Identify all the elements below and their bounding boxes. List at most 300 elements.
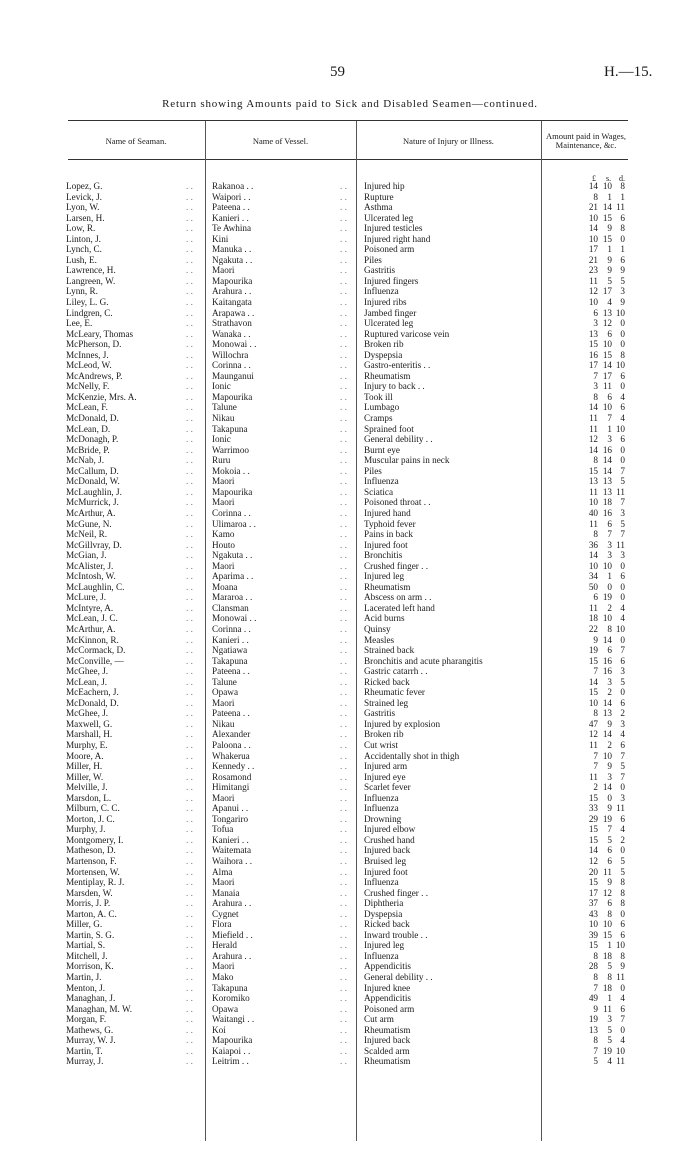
amount-pence: 4: [620, 613, 625, 624]
amount-pence: 0: [620, 233, 625, 244]
table-row: [0, 993, 700, 1004]
amount-pence: 11: [616, 1056, 625, 1067]
table-row: [0, 803, 700, 814]
seaman-name: Liley, L. G.: [66, 297, 170, 308]
table-row: [0, 318, 700, 329]
injury-description: Muscular pains in neck: [364, 455, 532, 466]
amount-pence: 0: [620, 318, 625, 329]
table-row: [0, 466, 700, 477]
injury-description: Ricked back: [364, 919, 532, 930]
amount-shillings: 3: [607, 434, 612, 445]
table-row: [0, 519, 700, 530]
seaman-name: McNeil, R.: [66, 529, 170, 540]
dot-leader: . .: [340, 275, 347, 286]
amount-pounds: 14: [588, 550, 598, 561]
amount-pence: 0: [620, 782, 625, 793]
dot-leader: . .: [186, 972, 193, 983]
amount-shillings: 13: [602, 486, 612, 497]
amount-pence: 4: [620, 1035, 625, 1046]
pounds-unit: £: [592, 174, 596, 183]
table-row: [0, 424, 700, 435]
amount-pounds: 10: [588, 919, 598, 930]
seaman-name: Martial, S.: [66, 940, 170, 951]
seaman-name: Maxwell, G.: [66, 719, 170, 730]
injury-description: Influenza: [364, 951, 532, 962]
vessel-name: Maori: [212, 497, 316, 508]
vessel-name: Maunganui: [212, 371, 316, 382]
amount-pence: 11: [616, 803, 625, 814]
table-row: [0, 793, 700, 804]
dot-leader: . .: [186, 434, 193, 445]
table-row: [0, 360, 700, 371]
dot-leader: . .: [340, 676, 347, 687]
amount-pounds: 13: [588, 328, 598, 339]
amount-pence: 5: [620, 676, 625, 687]
amount-pence: 8: [620, 877, 625, 888]
dot-leader: . .: [186, 739, 193, 750]
dot-leader: . .: [340, 919, 347, 930]
vessel-name: Kini: [212, 234, 316, 245]
dot-leader: . .: [340, 244, 347, 255]
dot-leader: . .: [186, 708, 193, 719]
amount-pence: 6: [620, 402, 625, 413]
injury-description: Acid burns: [364, 613, 532, 624]
dot-leader: . .: [340, 233, 347, 244]
amount-pounds: 11: [589, 423, 598, 434]
dot-leader: . .: [186, 391, 193, 402]
table-row: [0, 181, 700, 192]
table-row: [0, 244, 700, 255]
vessel-name: Talune: [212, 402, 316, 413]
dot-leader: . .: [340, 181, 347, 191]
seaman-name: McLure, J.: [66, 592, 170, 603]
amount-pence: 7: [620, 529, 625, 540]
seaman-name: Morrison, K.: [66, 961, 170, 972]
amount-pounds: 2: [593, 782, 598, 793]
dot-leader: . .: [186, 929, 193, 940]
amount-shillings: 15: [602, 212, 612, 223]
dot-leader: . .: [340, 550, 347, 561]
vessel-name: Mapourika: [212, 487, 316, 498]
vessel-name: Rosamond: [212, 772, 316, 783]
dot-leader: . .: [186, 666, 193, 677]
table-row: [0, 392, 700, 403]
amount-pounds: 47: [588, 718, 598, 729]
page-number: 59: [330, 64, 345, 80]
amount-shillings: 11: [603, 381, 612, 392]
amount-pounds: 8: [593, 455, 598, 466]
seaman-name: McArthur, A.: [66, 508, 170, 519]
vessel-name: Pateena . .: [212, 666, 316, 677]
vessel-name: Tongariro: [212, 814, 316, 825]
dot-leader: . .: [340, 708, 347, 719]
dot-leader: . .: [340, 803, 347, 814]
table-row: [0, 455, 700, 466]
amount-shillings: 12: [602, 887, 612, 898]
vessel-name: Willochra: [212, 350, 316, 361]
dot-leader: . .: [340, 402, 347, 413]
column-header-amount: Amount paid in Wages, Maintenance, &c.: [546, 130, 626, 150]
seaman-name: McAlister, J.: [66, 561, 170, 572]
seaman-name: Mentiplay, R. J.: [66, 877, 170, 888]
table-row: [0, 297, 700, 308]
dot-leader: . .: [186, 1003, 193, 1014]
injury-description: Drowning: [364, 814, 532, 825]
dot-leader: . .: [186, 803, 193, 814]
amount-pence: 3: [620, 286, 625, 297]
seaman-name: McDonald, D.: [66, 413, 170, 424]
table-row: [0, 350, 700, 361]
vessel-name: Manaia: [212, 888, 316, 899]
vessel-name: Koi: [212, 1025, 316, 1036]
vessel-name: Ngakuta . .: [212, 550, 316, 561]
seaman-name: McGune, N.: [66, 519, 170, 530]
table-row: [0, 645, 700, 656]
vessel-name: Monowai . .: [212, 339, 316, 350]
dot-leader: . .: [186, 898, 193, 909]
vessel-name: Pateena . .: [212, 202, 316, 213]
vessel-name: Maori: [212, 265, 316, 276]
dot-leader: . .: [340, 307, 347, 318]
dot-leader: . .: [186, 581, 193, 592]
seaman-name: Martenson, F.: [66, 856, 170, 867]
seaman-name: Menton, J.: [66, 983, 170, 994]
dot-leader: . .: [186, 834, 193, 845]
amount-pounds: 28: [588, 961, 598, 972]
vessel-name: Maori: [212, 877, 316, 888]
injury-description: Influenza: [364, 286, 532, 297]
amount-pounds: 14: [588, 181, 598, 191]
amount-pence: 0: [620, 339, 625, 350]
amount-pence: 4: [620, 729, 625, 740]
injury-description: Cut wrist: [364, 740, 532, 751]
amount-shillings: 6: [607, 856, 612, 866]
injury-description: Sciatica: [364, 487, 532, 498]
dot-leader: . .: [186, 887, 193, 898]
injury-description: Gastro-enteritis . .: [364, 360, 532, 371]
dot-leader: . .: [340, 444, 347, 455]
amount-shillings: 5: [607, 1024, 612, 1035]
seaman-name: Lopez, G.: [66, 181, 170, 192]
dot-leader: . .: [186, 244, 193, 255]
dot-leader: . .: [186, 381, 193, 392]
dot-leader: . .: [186, 676, 193, 687]
amount-pence: 10: [615, 940, 625, 951]
dot-leader: . .: [186, 761, 193, 772]
amount-pounds: 11: [589, 518, 598, 529]
injury-description: Injured foot: [364, 867, 532, 878]
injury-description: Injured hand: [364, 508, 532, 519]
vessel-name: Kanieri . .: [212, 213, 316, 224]
table-row: [0, 508, 700, 519]
injury-description: Piles: [364, 466, 532, 477]
amount-shillings: 10: [602, 750, 612, 761]
dot-leader: . .: [340, 1003, 347, 1014]
table-row: [0, 265, 700, 276]
seaman-name: McCallum, D.: [66, 466, 170, 477]
dot-leader: . .: [186, 476, 193, 487]
table-row: [0, 603, 700, 614]
dot-leader: . .: [340, 761, 347, 772]
injury-description: Asthma: [364, 202, 532, 213]
amount-pence: 0: [620, 328, 625, 339]
amount-pence: 1: [620, 191, 625, 202]
dot-leader: . .: [186, 1035, 193, 1046]
amount-shillings: 9: [607, 803, 612, 814]
vessel-name: Opawa: [212, 1004, 316, 1015]
injury-description: Measles: [364, 635, 532, 646]
vessel-name: Kaiapoi . .: [212, 1046, 316, 1057]
amount-shillings: 9: [607, 877, 612, 888]
table-row: [0, 613, 700, 624]
dot-leader: . .: [340, 391, 347, 402]
injury-description: Ruptured varicose vein: [364, 329, 532, 340]
amount-pence: 8: [620, 898, 625, 909]
seaman-name: McNab, J.: [66, 455, 170, 466]
injury-description: Bronchitis and acute pharangitis: [364, 656, 532, 667]
dot-leader: . .: [340, 360, 347, 371]
dot-leader: . .: [340, 950, 347, 961]
amount-shillings: 3: [607, 539, 612, 550]
injury-description: Rheumatism: [364, 1025, 532, 1036]
seaman-name: McKenzie, Mrs. A.: [66, 392, 170, 403]
seaman-name: Low, R.: [66, 223, 170, 234]
amount-shillings: 13: [602, 307, 612, 318]
amount-pounds: 17: [588, 244, 598, 255]
amount-pounds: 19: [588, 645, 598, 656]
dot-leader: . .: [340, 539, 347, 550]
amount-pounds: 18: [588, 613, 598, 624]
amount-pounds: 10: [588, 212, 598, 223]
vessel-name: Te Awhina: [212, 223, 316, 234]
amount-pounds: 21: [588, 202, 598, 213]
amount-pence: 3: [620, 666, 625, 677]
vessel-name: Koromiko: [212, 993, 316, 1004]
dot-leader: . .: [340, 434, 347, 445]
seaman-name: Moore, A.: [66, 751, 170, 762]
seamen-table-body: [0, 181, 700, 1067]
amount-pounds: 15: [588, 792, 598, 803]
dot-leader: . .: [186, 360, 193, 371]
seaman-name: McBride, P.: [66, 445, 170, 456]
injury-description: Crushed hand: [364, 835, 532, 846]
seaman-name: Martin, T.: [66, 1046, 170, 1057]
amount-pence: 6: [620, 212, 625, 223]
amount-pounds: 15: [588, 687, 598, 698]
amount-pounds: 12: [588, 729, 598, 740]
amount-shillings: 9: [607, 761, 612, 772]
vessel-name: Opawa: [212, 687, 316, 698]
dot-leader: . .: [340, 634, 347, 645]
table-row: [0, 877, 700, 888]
seaman-name: McLean, J. C.: [66, 613, 170, 624]
seaman-name: McLean, J.: [66, 677, 170, 688]
amount-pence: 11: [616, 972, 625, 983]
amount-pence: 6: [620, 929, 625, 940]
seaman-name: Morris, J. P.: [66, 898, 170, 909]
amount-shillings: 17: [602, 370, 612, 381]
amount-shillings: 14: [602, 465, 612, 476]
vessel-name: Arapawa . .: [212, 308, 316, 319]
vessel-name: Kennedy . .: [212, 761, 316, 772]
dot-leader: . .: [340, 866, 347, 877]
amount-pence: 6: [620, 434, 625, 445]
dot-leader: . .: [186, 486, 193, 497]
amount-shillings: 10: [602, 919, 612, 930]
amount-shillings: 10: [602, 613, 612, 624]
amount-pounds: 8: [593, 191, 598, 202]
vessel-name: Mapourika: [212, 276, 316, 287]
amount-pounds: 10: [588, 497, 598, 508]
injury-description: Crushed finger . .: [364, 888, 532, 899]
seaman-name: McInnes, J.: [66, 350, 170, 361]
amount-pounds: 11: [589, 771, 598, 782]
table-row: [0, 529, 700, 540]
amount-shillings: 3: [607, 1014, 612, 1025]
vessel-name: Nikau: [212, 413, 316, 424]
dot-leader: . .: [186, 602, 193, 613]
amount-pence: 6: [620, 919, 625, 930]
seaman-name: McLeod, W.: [66, 360, 170, 371]
dot-leader: . .: [186, 877, 193, 888]
seaman-name: Marshall, H.: [66, 729, 170, 740]
vessel-name: Talune: [212, 677, 316, 688]
dot-leader: . .: [186, 444, 193, 455]
vessel-name: Pateena . .: [212, 708, 316, 719]
dot-leader: . .: [340, 718, 347, 729]
amount-pounds: 3: [593, 381, 598, 392]
amount-shillings: 4: [607, 297, 612, 308]
amount-shillings: 6: [607, 328, 612, 339]
table-row: [0, 930, 700, 941]
seaman-name: Marton, A. C.: [66, 909, 170, 920]
dot-leader: . .: [340, 856, 347, 866]
amount-shillings: 9: [607, 265, 612, 276]
dot-leader: . .: [340, 560, 347, 571]
seaman-name: Lawrence, H.: [66, 265, 170, 276]
amount-pence: 1: [620, 244, 625, 255]
amount-pounds: 12: [588, 856, 598, 866]
injury-description: Burnt eye: [364, 445, 532, 456]
amount-shillings: 4: [607, 1056, 612, 1067]
amount-shillings: 1: [607, 940, 612, 951]
dot-leader: . .: [340, 782, 347, 793]
dot-leader: . .: [340, 993, 347, 1004]
amount-pounds: 6: [593, 592, 598, 603]
amount-pounds: 19: [588, 1014, 598, 1025]
amount-shillings: 3: [607, 676, 612, 687]
vessel-name: Moana: [212, 582, 316, 593]
amount-pounds: 11: [589, 486, 598, 497]
seaman-name: Mitchell, J.: [66, 951, 170, 962]
amount-pence: 11: [616, 202, 625, 213]
pence-unit: d.: [619, 174, 625, 183]
table-row: [0, 308, 700, 319]
amount-shillings: 17: [602, 286, 612, 297]
vessel-name: Ngakuta . .: [212, 255, 316, 266]
amount-pence: 6: [620, 813, 625, 824]
amount-pounds: 37: [588, 898, 598, 909]
seaman-name: McLean, F.: [66, 402, 170, 413]
injury-description: General debility . .: [364, 434, 532, 445]
injury-description: Injured back: [364, 1035, 532, 1046]
vessel-name: Apanui . .: [212, 803, 316, 814]
amount-shillings: 5: [607, 1035, 612, 1046]
injury-description: Poisoned arm: [364, 244, 532, 255]
dot-leader: . .: [186, 771, 193, 782]
dot-leader: . .: [186, 202, 193, 213]
table-row: [0, 582, 700, 593]
amount-pounds: 14: [588, 845, 598, 856]
injury-description: Jambed finger: [364, 308, 532, 319]
amount-pence: 3: [620, 792, 625, 803]
dot-leader: . .: [186, 254, 193, 265]
seaman-name: Managhan, M. W.: [66, 1004, 170, 1015]
vessel-name: Paloona . .: [212, 740, 316, 751]
vessel-name: Himitangi: [212, 782, 316, 793]
amount-pence: 0: [620, 1024, 625, 1035]
seaman-name: McGillvray, D.: [66, 540, 170, 551]
table-row: [0, 740, 700, 751]
dot-leader: . .: [340, 1035, 347, 1046]
table-row: [0, 413, 700, 424]
vessel-name: Ulimaroa . .: [212, 519, 316, 530]
vessel-name: Ruru: [212, 455, 316, 466]
dot-leader: . .: [186, 792, 193, 803]
amount-pounds: 10: [588, 297, 598, 308]
amount-pounds: 15: [588, 824, 598, 835]
table-row: [0, 687, 700, 698]
dot-leader: . .: [340, 254, 347, 265]
table-row: [0, 540, 700, 551]
amount-pounds: 15: [588, 834, 598, 845]
amount-shillings: 1: [607, 423, 612, 434]
dot-leader: . .: [340, 887, 347, 898]
dot-leader: . .: [340, 423, 347, 434]
injury-description: Bruised leg: [364, 856, 532, 867]
vessel-name: Nikau: [212, 719, 316, 730]
table-row: [0, 1056, 700, 1067]
amount-pounds: 16: [588, 349, 598, 360]
injury-description: Injury to back . .: [364, 381, 532, 392]
amount-shillings: 10: [602, 402, 612, 413]
amount-shillings: 18: [602, 497, 612, 508]
injury-description: Injured foot: [364, 540, 532, 551]
amount-shillings: 8: [607, 908, 612, 919]
table-row: [0, 329, 700, 340]
seaman-name: McIntosh, W.: [66, 571, 170, 582]
amount-pence: 0: [620, 908, 625, 919]
amount-pence: 11: [616, 486, 625, 497]
vessel-name: Arahura . .: [212, 286, 316, 297]
dot-leader: . .: [186, 423, 193, 434]
seaman-name: Murphy, J.: [66, 824, 170, 835]
vessel-name: Kanieri . .: [212, 835, 316, 846]
dot-leader: . .: [186, 539, 193, 550]
dot-leader: . .: [340, 349, 347, 360]
amount-shillings: 15: [602, 929, 612, 940]
amount-shillings: 11: [603, 1003, 612, 1014]
dot-leader: . .: [340, 655, 347, 666]
table-row: [0, 497, 700, 508]
amount-shillings: 7: [607, 413, 612, 424]
dot-leader: . .: [186, 961, 193, 972]
amount-pounds: 10: [588, 697, 598, 708]
seaman-name: Martin, S. G.: [66, 930, 170, 941]
injury-description: Piles: [364, 255, 532, 266]
dot-leader: . .: [186, 845, 193, 856]
table-row: [0, 772, 700, 783]
